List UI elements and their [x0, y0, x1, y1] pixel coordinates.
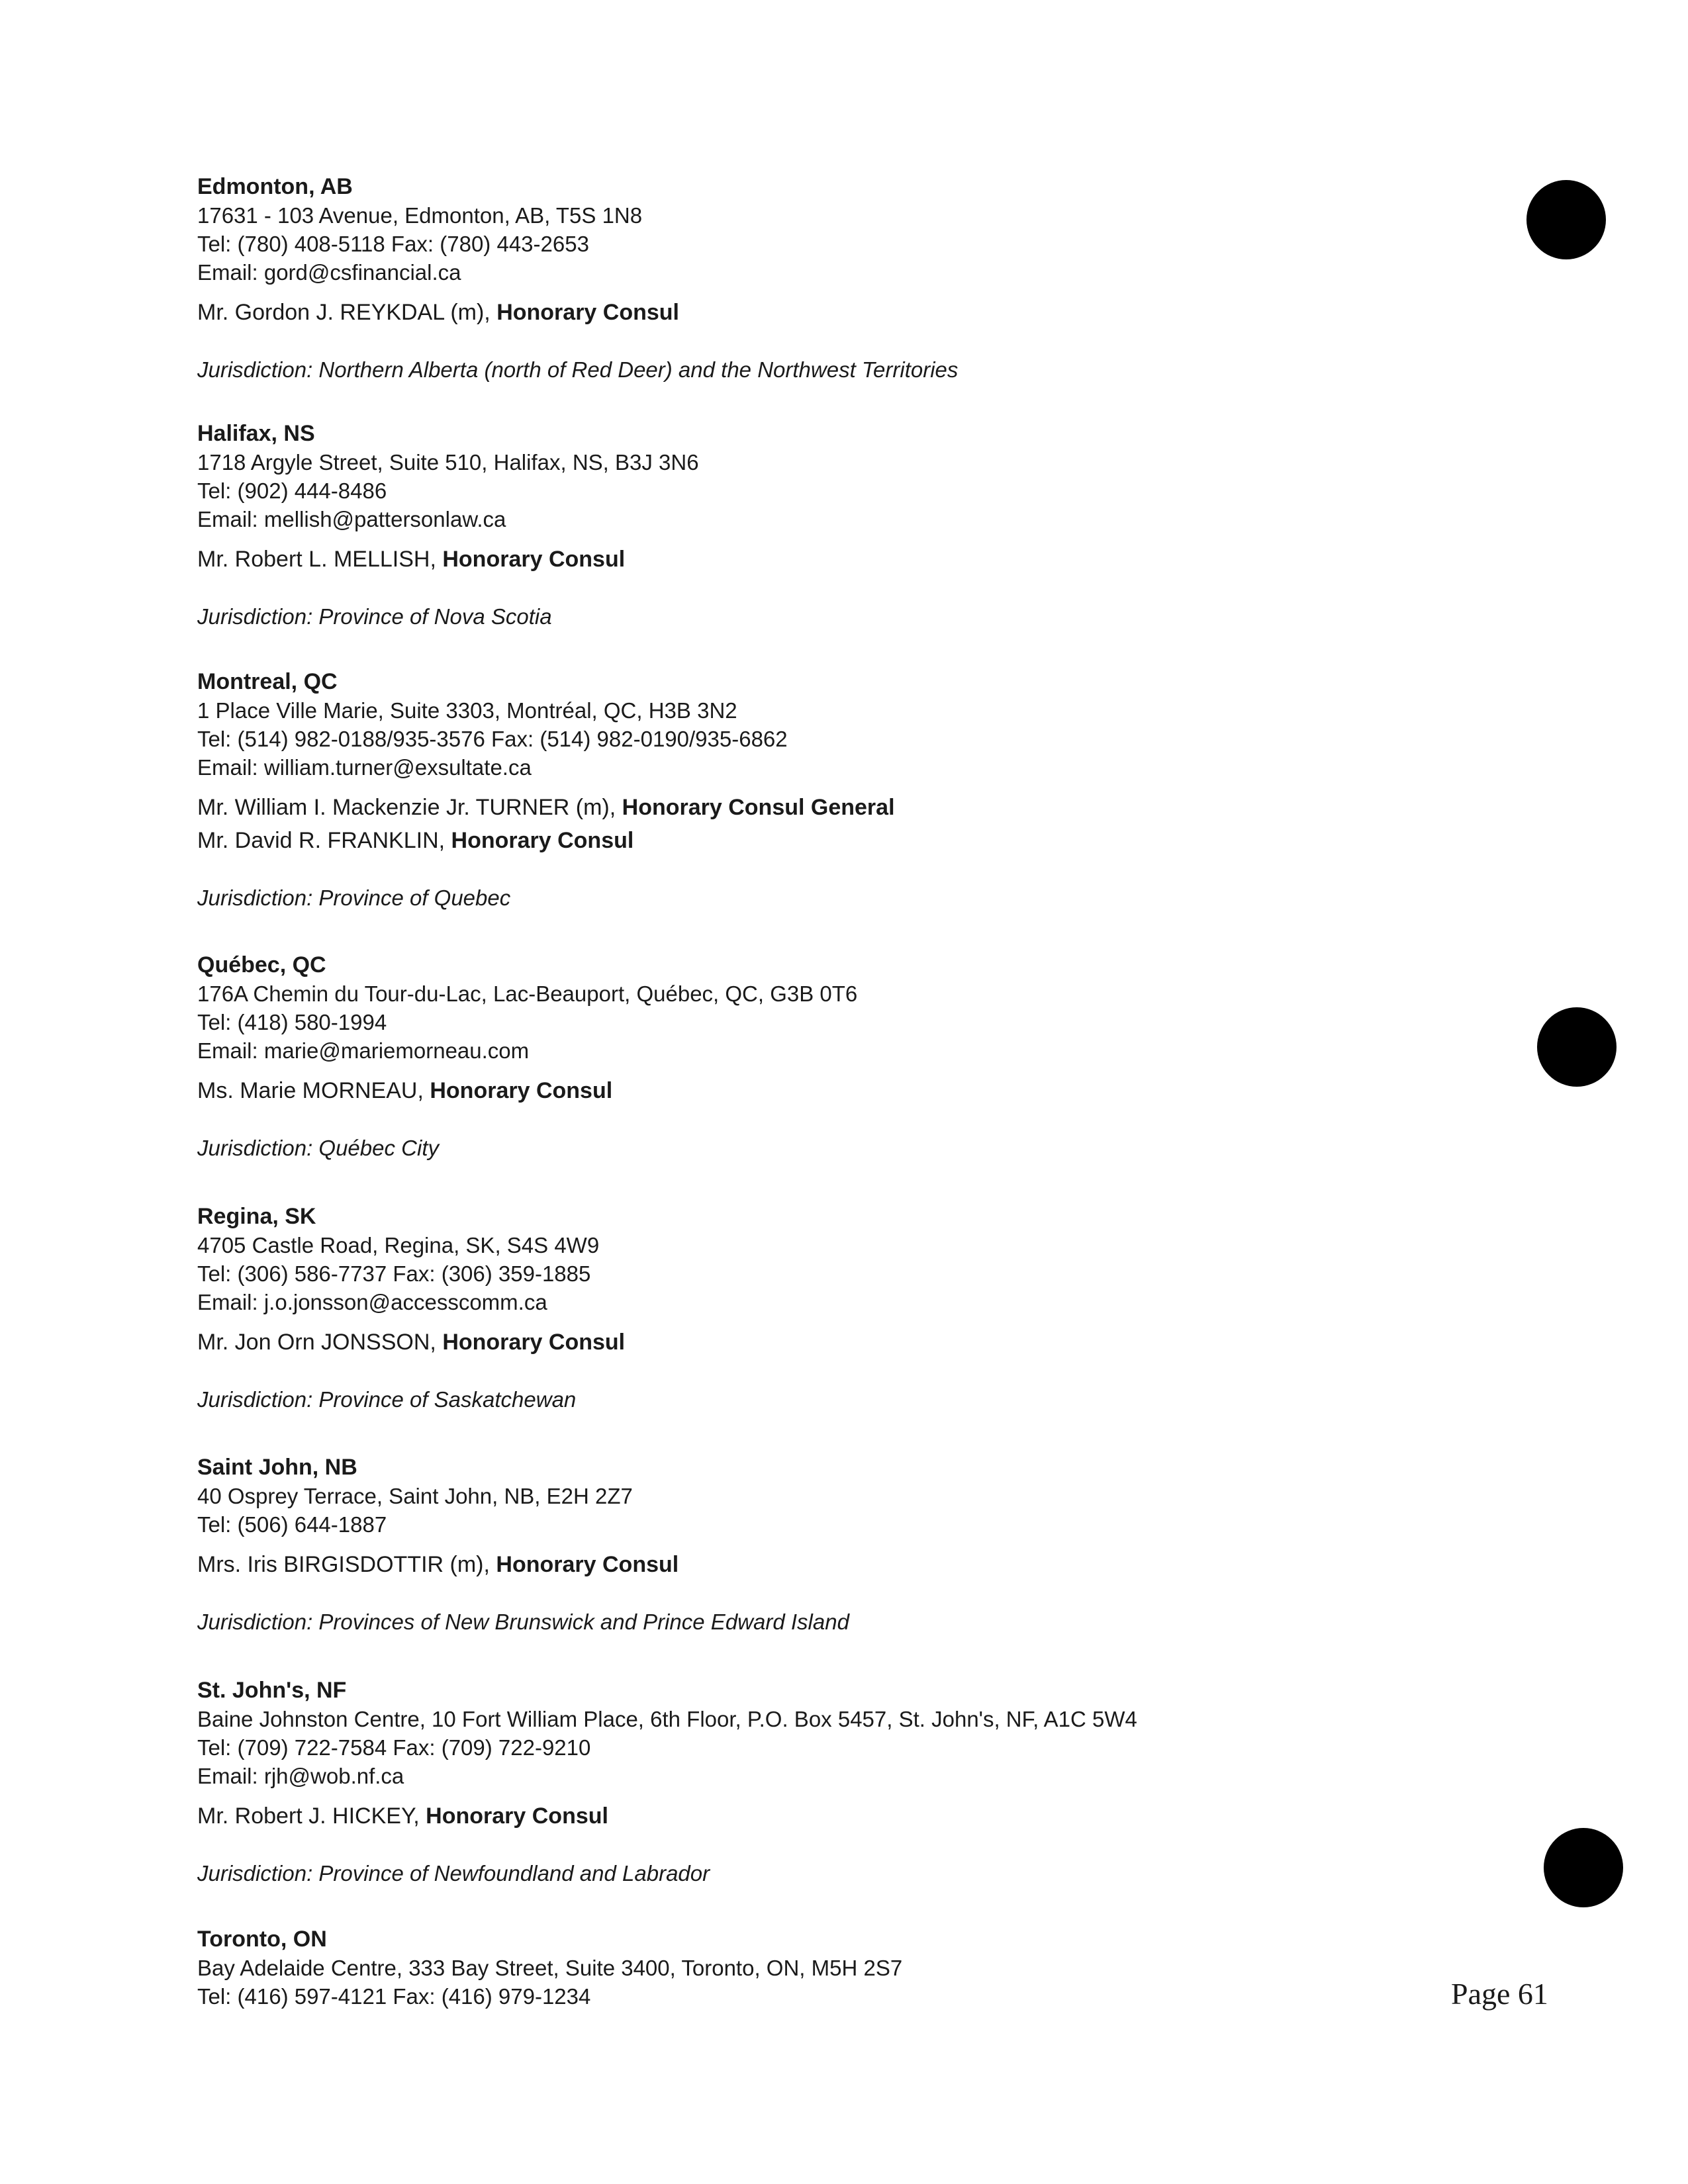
address-line: 4705 Castle Road, Regina, SK, S4S 4W9 [197, 1233, 600, 1257]
page-number: Page 61 [1451, 1977, 1548, 2011]
consul-title: Honorary Consul [496, 1552, 679, 1577]
jurisdiction-line: Jurisdiction: Province of Quebec [197, 886, 511, 910]
email-line: Email: mellish@pattersonlaw.ca [197, 507, 506, 531]
consul-line [197, 296, 1455, 329]
email-line: Email: william.turner@exsultate.ca [197, 755, 532, 780]
consul-name: Mr. William I. Mackenzie Jr. TURNER (m), [197, 795, 622, 820]
consul-line [197, 1074, 1455, 1107]
phone-line: Tel: (514) 982-0188/935-3576 Fax: (514) 982-0190/935-6862 [197, 727, 788, 751]
consul-title: Honorary Consul [496, 300, 679, 325]
jurisdiction-line: Jurisdiction: Québec City [197, 1136, 439, 1160]
consul-line [197, 543, 1455, 576]
email-line: Email: marie@mariemorneau.com [197, 1038, 530, 1063]
consul-name: Mr. David R. FRANKLIN, [197, 828, 451, 853]
address-line: 176A Chemin du Tour-du-Lac, Lac-Beauport, Québec, QC, G3B 0T6 [197, 981, 858, 1006]
address-line: 1718 Argyle Street, Suite 510, Halifax, NS, B3J 3N6 [197, 450, 699, 475]
entry-halifax [197, 419, 1455, 631]
phone-line: Tel: (506) 644-1887 [197, 1512, 387, 1537]
consul-title: Honorary Consul [430, 1078, 613, 1103]
consul-name: Mr. Jon Orn JONSSON, [197, 1330, 443, 1355]
consul-line [197, 1548, 1455, 1581]
city-heading: Edmonton, AB [197, 174, 353, 199]
consul-name: Mr. Gordon J. REYKDAL (m), [197, 300, 497, 325]
address-line: 17631 - 103 Avenue, Edmonton, AB, T5S 1N8 [197, 203, 643, 228]
consul-line [197, 791, 1455, 824]
city-heading: Halifax, NS [197, 421, 315, 446]
consul-title: Honorary Consul [442, 1330, 626, 1355]
entry-edmonton [197, 172, 1455, 385]
consul-title: Honorary Consul General [622, 795, 895, 820]
entry-quebec [197, 950, 1455, 1163]
punch-hole-top [1526, 180, 1606, 259]
consul-name: Ms. Marie MORNEAU, [197, 1078, 430, 1103]
jurisdiction-line: Jurisdiction: Province of Newfoundland and Labrador [197, 1861, 710, 1886]
consul-line [197, 1799, 1455, 1833]
consul-line [197, 824, 1455, 857]
phone-line: Tel: (416) 597-4121 Fax: (416) 979-1234 [197, 1984, 591, 2009]
city-heading: Toronto, ON [197, 1927, 327, 1952]
city-heading: Montreal, QC [197, 669, 338, 694]
phone-line: Tel: (418) 580-1994 [197, 1010, 387, 1034]
entry-st-johns [197, 1676, 1455, 1888]
entry-saint-john [197, 1453, 1455, 1637]
entry-montreal [197, 667, 1455, 913]
address-line: Baine Johnston Centre, 10 Fort William Place, 6th Floor, P.O. Box 5457, St. John's, NF, A1C 5W4 [197, 1707, 1137, 1731]
consul-title: Honorary Consul [442, 547, 626, 572]
email-line: Email: gord@csfinancial.ca [197, 260, 461, 285]
consul-name: Mr. Robert L. MELLISH, [197, 547, 443, 572]
email-line: Email: rjh@wob.nf.ca [197, 1764, 404, 1788]
address-line: 1 Place Ville Marie, Suite 3303, Montréal, QC, H3B 3N2 [197, 698, 737, 723]
punch-hole-bottom [1544, 1828, 1623, 1907]
consul-name: Mr. Robert J. HICKEY, [197, 1803, 426, 1829]
punch-hole-middle [1537, 1007, 1617, 1087]
city-heading: St. John's, NF [197, 1678, 347, 1703]
consul-line [197, 1326, 1455, 1359]
address-line: Bay Adelaide Centre, 333 Bay Street, Suite 3400, Toronto, ON, M5H 2S7 [197, 1956, 903, 1980]
email-line: Email: j.o.jonsson@accesscomm.ca [197, 1290, 547, 1314]
city-heading: Regina, SK [197, 1204, 316, 1229]
jurisdiction-line: Jurisdiction: Province of Nova Scotia [197, 604, 552, 629]
phone-line: Tel: (306) 586-7737 Fax: (306) 359-1885 [197, 1261, 591, 1286]
entry-toronto [197, 1925, 1455, 2011]
jurisdiction-line: Jurisdiction: Northern Alberta (north of Red Deer) and the Northwest Territories [197, 357, 959, 382]
phone-line: Tel: (902) 444-8486 [197, 478, 387, 503]
consul-name: Mrs. Iris BIRGISDOTTIR (m), [197, 1552, 496, 1577]
phone-line: Tel: (709) 722-7584 Fax: (709) 722-9210 [197, 1735, 591, 1760]
city-heading: Québec, QC [197, 952, 326, 978]
consul-title: Honorary Consul [426, 1803, 608, 1829]
jurisdiction-line: Jurisdiction: Provinces of New Brunswick and Prince Edward Island [197, 1610, 849, 1634]
city-heading: Saint John, NB [197, 1455, 357, 1480]
phone-line: Tel: (780) 408-5118 Fax: (780) 443-2653 [197, 232, 589, 256]
consul-title: Honorary Consul [451, 828, 634, 853]
jurisdiction-line: Jurisdiction: Province of Saskatchewan [197, 1387, 577, 1412]
entry-regina [197, 1202, 1455, 1414]
address-line: 40 Osprey Terrace, Saint John, NB, E2H 2Z7 [197, 1484, 633, 1508]
